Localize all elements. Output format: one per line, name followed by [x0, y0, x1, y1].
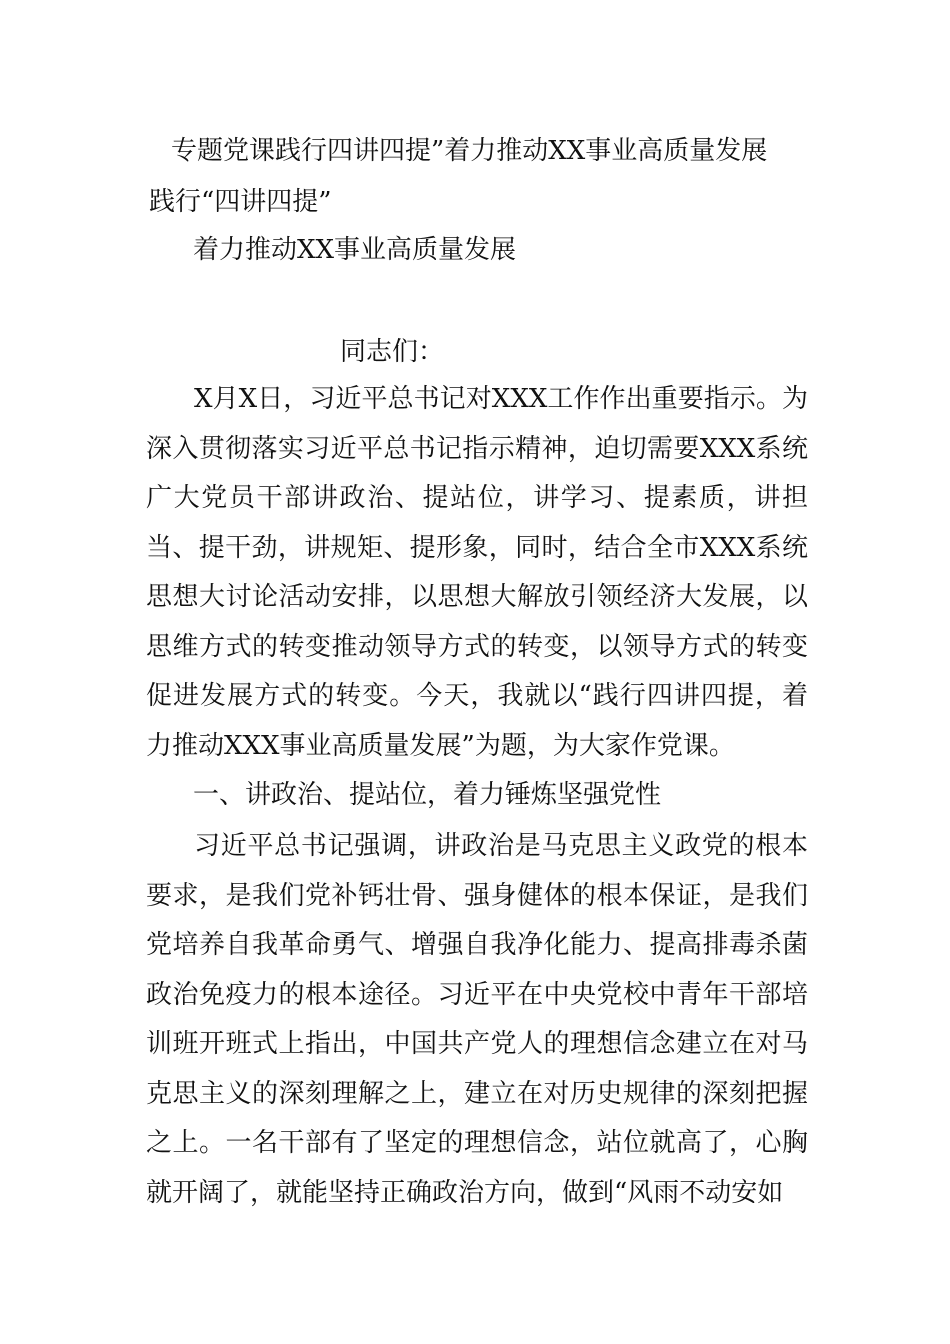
document-title-line-1: 践行“四讲四提”	[149, 187, 332, 217]
document-title-full: 专题党课践行四讲四提”着力推动XX事业高质量发展	[171, 136, 768, 166]
section-heading-1: 一、讲政治、提站位，着力锤炼坚强党性	[193, 780, 662, 810]
document-title-line-2: 着力推动XX事业高质量发展	[193, 235, 517, 265]
paragraph-intro: X月X日，习近平总书记对XXX工作作出重要指示。为深入贯彻落实习近平总书记指示精神，迫切需要XXX系统广大党员干部讲政治、提站位，讲学习、提素质，讲担当、提干劲，讲规矩、提形象，同时，结合全市XXX系统思想大讨论活动安排，以思想大解放引领经济大发展，以思维方式的转变推动领导方式的转变，以领导方式的转变促进发展方式的转变。今天，我就以“践行四讲四提，着力推动XXX事业高质量发展”为题，为大家作党课。	[146, 384, 808, 761]
paragraph-section-1: 习近平总书记强调，讲政治是马克思主义政党的根本要求，是我们党补钙壮骨、强身健体的根本保证，是我们党培养自我革命勇气、增强自我净化能力、提高排毒杀菌政治免疫力的根本途径。习近平在中央党校中青年干部培训班开班式上指出，中国共产党人的理想信念建立在对马克思主义的深刻理解之上，建立在对历史规律的深刻把握之上。一名干部有了坚定的理想信念，站位就高了，心胸就开阔了，就能坚持正确政治方向，做到“风雨不动安如	[146, 831, 808, 1208]
salutation: 同志们：	[340, 337, 445, 367]
